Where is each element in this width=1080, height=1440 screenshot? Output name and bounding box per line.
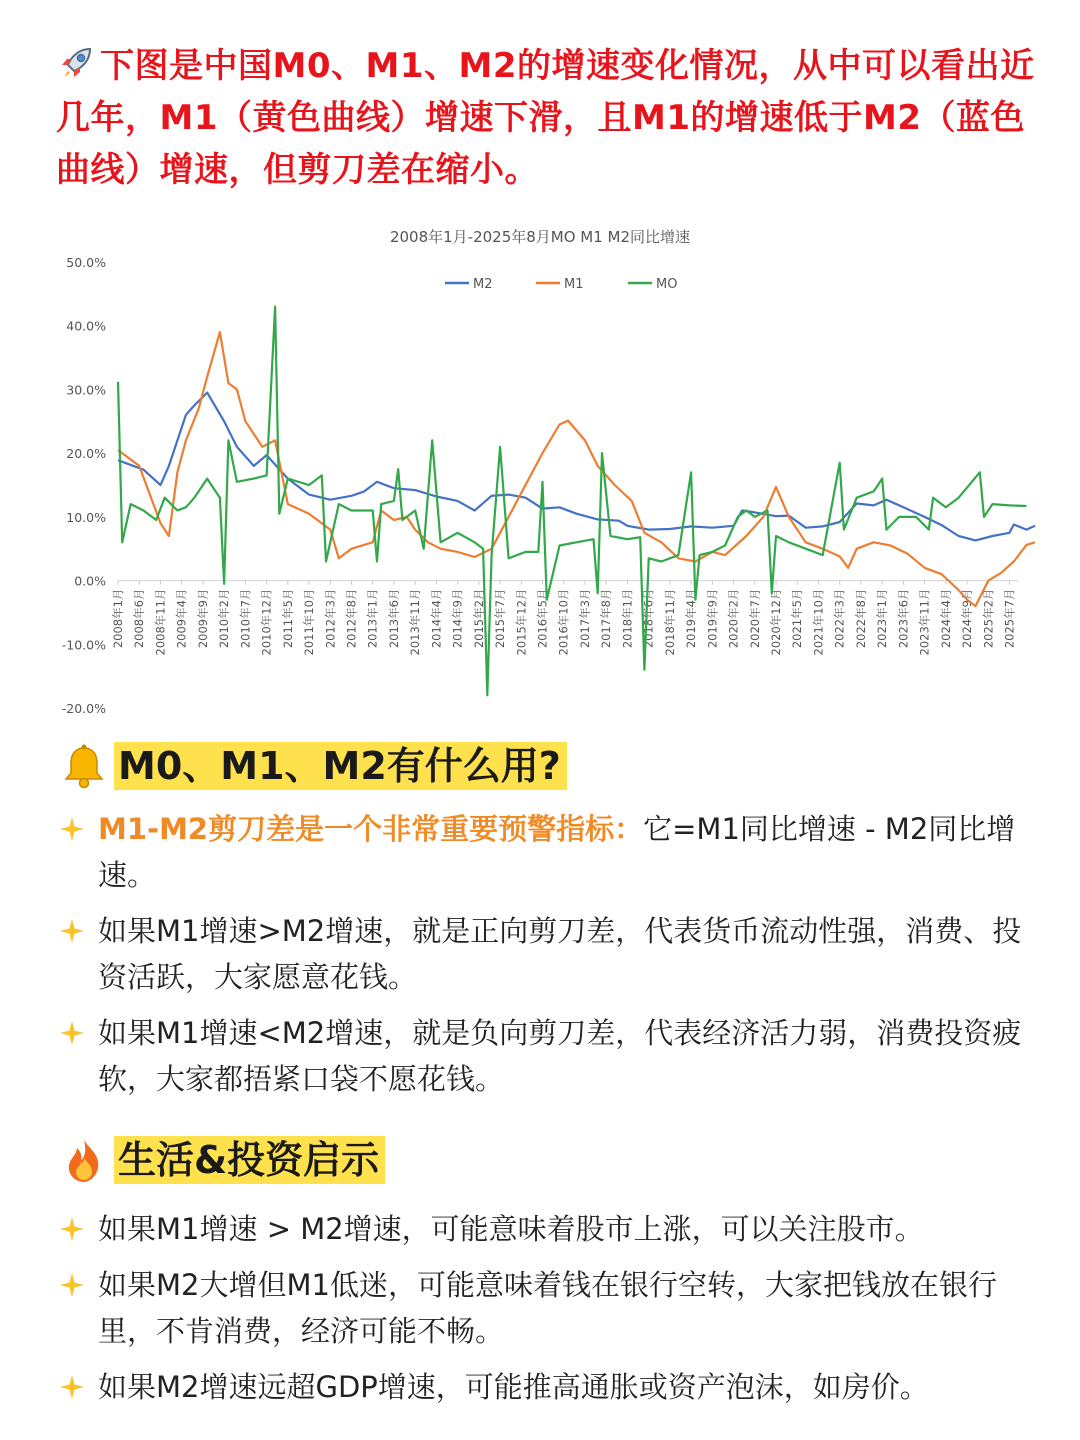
chart-title: 2008年1月-2025年8月MO M1 M2同比增速	[389, 228, 691, 246]
x-tick-label: 2009年9月	[195, 588, 210, 649]
legend-label: M2	[473, 277, 493, 292]
section2-list	[60, 1206, 1035, 1410]
sparkle-icon	[60, 1375, 84, 1399]
series-line-m1	[118, 332, 1035, 606]
list-item	[60, 908, 1035, 1000]
key-indicator-text: 它=M1同比增速 - M2同比增速。	[98, 812, 1016, 892]
y-tick-label: 50.0%	[66, 255, 106, 270]
x-tick-label: 2024年9月	[960, 588, 975, 649]
x-tick-label: 2023年6月	[896, 588, 911, 649]
chart-container	[40, 210, 1050, 730]
y-tick-label: 30.0%	[66, 382, 106, 398]
sparkle-icon	[60, 919, 84, 943]
x-tick-label: 2008年1月	[111, 588, 125, 649]
x-tick-label: 2020年12月	[769, 588, 784, 656]
x-tick-label: 2010年12月	[259, 588, 274, 656]
x-tick-label: 2023年11月	[917, 588, 932, 656]
x-tick-label: 2008年11月	[153, 588, 168, 656]
y-tick-label: -20.0%	[61, 701, 106, 716]
x-tick-label: 2012年3月	[323, 588, 338, 649]
list-item-text	[98, 806, 1035, 898]
x-tick-label: 2013年6月	[386, 588, 401, 649]
sparkle-icon	[60, 1021, 84, 1045]
section2-title-text: 生活&投资启示	[114, 1136, 385, 1184]
x-tick-label: 2009年4月	[174, 588, 189, 649]
x-tick-label: 2015年2月	[471, 588, 486, 649]
x-tick-label: 2022年8月	[853, 588, 868, 649]
x-tick-label: 2021年5月	[790, 588, 805, 649]
section1-title	[60, 742, 567, 790]
x-tick-label: 2022年3月	[832, 588, 847, 649]
x-tick-label: 2019年4月	[684, 588, 699, 649]
list-item	[60, 1010, 1035, 1102]
x-tick-label: 2024年4月	[938, 588, 953, 649]
x-tick-label: 2025年7月	[1002, 588, 1017, 649]
x-tick-label: 2008年6月	[132, 588, 147, 649]
x-tick-label: 2020年2月	[726, 588, 741, 649]
x-tick-label: 2019年9月	[705, 588, 720, 649]
x-tick-label: 2015年7月	[493, 588, 508, 649]
section1-title-text: M0、M1、M2有什么用?	[114, 742, 567, 790]
y-tick-label: 0.0%	[74, 573, 106, 589]
legend-label: MO	[656, 277, 678, 292]
x-tick-label: 2011年5月	[280, 588, 295, 649]
x-tick-label: 2014年4月	[429, 588, 444, 649]
y-tick-label: 20.0%	[66, 446, 106, 462]
x-tick-label: 2013年11月	[408, 588, 423, 656]
sparkle-icon	[60, 1217, 84, 1241]
x-tick-label: 2010年7月	[238, 588, 253, 649]
x-tick-label: 2025年2月	[981, 588, 996, 649]
intro-text: 下图是中国M0、M1、M2的增速变化情况，从中可以看出近几年，M1（黄色曲线）增速下滑，且M1的增速低于M2（蓝色曲线）增速，但剪刀差在缩小。	[56, 46, 1035, 190]
section2-title	[60, 1136, 385, 1184]
x-tick-label: 2017年8月	[599, 588, 614, 649]
y-tick-label: 10.0%	[66, 509, 106, 525]
x-tick-label: 2018年6月	[641, 588, 656, 649]
x-tick-label: 2023年1月	[875, 588, 890, 649]
rocket-icon	[56, 43, 96, 83]
section1-list	[60, 806, 1035, 1102]
list-item-text: 如果M2大增但M1低迷，可能意味着钱在银行空转，大家把钱放在银行里，不肯消费，经济可能不畅。	[98, 1268, 997, 1348]
x-tick-label: 2017年3月	[577, 588, 592, 649]
x-tick-label: 2018年11月	[662, 588, 677, 656]
list-item	[60, 806, 1035, 898]
x-tick-label: 2016年10月	[556, 588, 571, 656]
y-tick-label: 40.0%	[66, 318, 106, 334]
fire-icon	[60, 1136, 108, 1184]
x-tick-label: 2010年2月	[217, 588, 232, 649]
list-item-text: 如果M1增速 > M2增速，可能意味着股市上涨，可以关注股市。	[98, 1212, 924, 1246]
sparkle-icon	[60, 1273, 84, 1297]
y-tick-label: -10.0%	[61, 637, 106, 653]
list-item-text: 如果M1增速<M2增速，就是负向剪刀差，代表经济活力弱，消费投资疲软，大家都捂紧口袋不愿花钱。	[98, 1016, 1022, 1096]
key-indicator-highlight: M1-M2剪刀差是一个非常重要预警指标：	[98, 812, 644, 846]
x-tick-label: 2014年9月	[450, 588, 465, 649]
list-item	[60, 1206, 1035, 1252]
x-tick-label: 2015年12月	[514, 588, 529, 656]
list-item-text: 如果M2增速远超GDP增速，可能推高通胀或资产泡沫，如房价。	[98, 1370, 929, 1404]
sparkle-icon	[60, 817, 84, 841]
x-tick-label: 2011年10月	[302, 588, 317, 656]
line-chart	[40, 210, 1050, 730]
x-tick-label: 2021年10月	[811, 588, 826, 656]
x-tick-label: 2020年7月	[747, 588, 762, 649]
list-item	[60, 1262, 1035, 1354]
bell-icon	[60, 742, 108, 790]
x-tick-label: 2012年8月	[344, 588, 359, 649]
x-tick-label: 2013年1月	[365, 588, 380, 649]
list-item-text: 如果M1增速>M2增速，就是正向剪刀差，代表货币流动性强，消费、投资活跃，大家愿意花钱。	[98, 914, 1022, 994]
list-item	[60, 1364, 1035, 1410]
legend-label: M1	[564, 277, 584, 292]
x-tick-label: 2018年1月	[620, 588, 635, 649]
intro-paragraph	[56, 40, 1036, 196]
x-tick-label: 2016年5月	[535, 588, 550, 649]
